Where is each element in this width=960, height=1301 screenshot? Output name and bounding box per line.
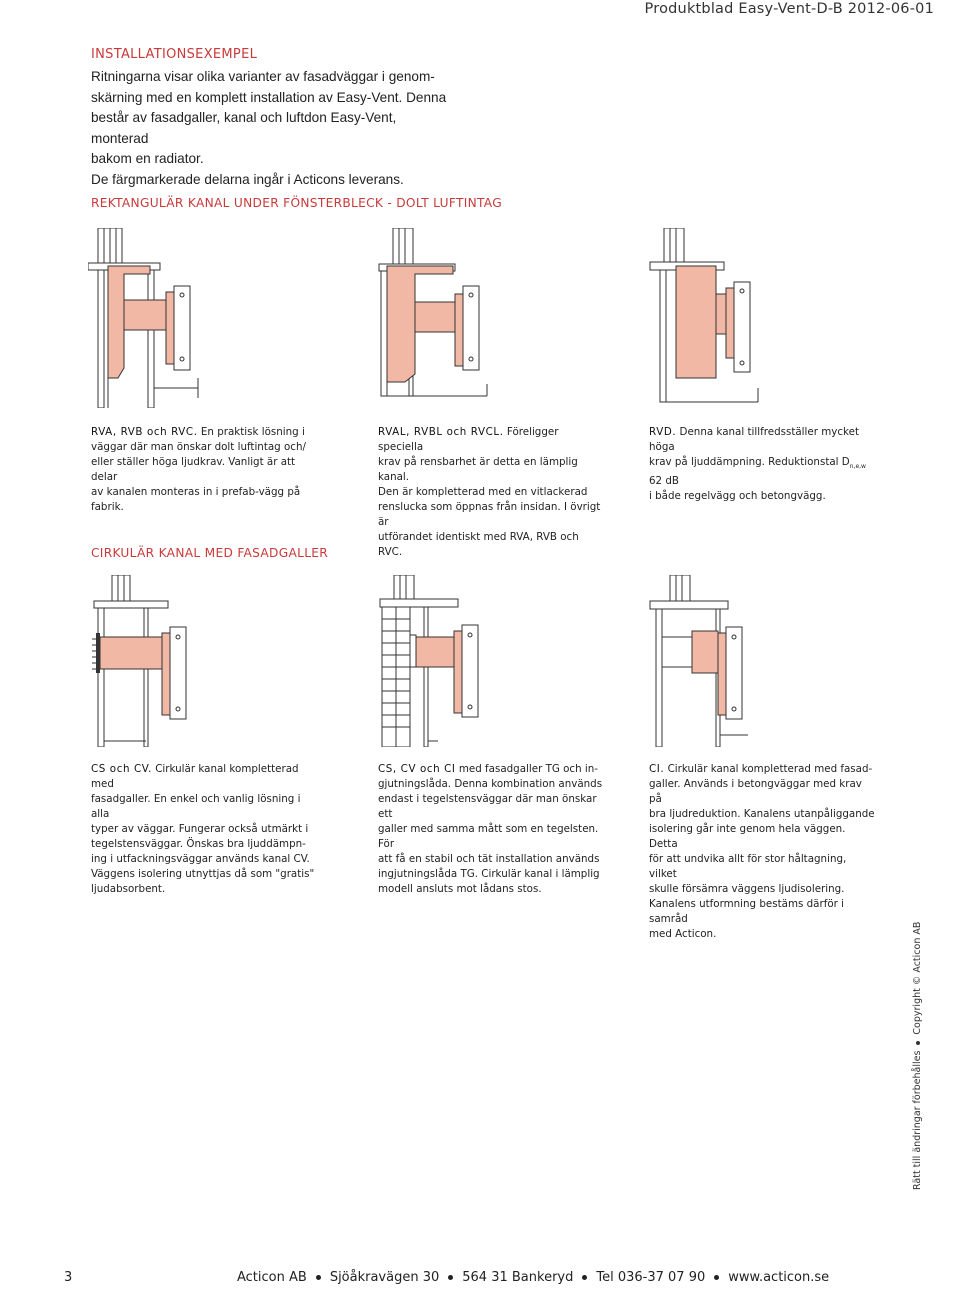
footer-postal: 564 31 Bankeryd: [462, 1270, 574, 1285]
caption-rvd: [649, 425, 875, 504]
caption-cs-cv: [91, 762, 317, 897]
caption-title: CS och CV.: [91, 763, 152, 775]
caption-line: eller ställer höga ljudkrav. Vanligt är att delar: [91, 456, 296, 483]
caption-line: tegelstensväggar. Önskas bra ljuddämpn-: [91, 838, 306, 850]
diagram-cs-cv: [86, 575, 216, 747]
caption-line: Den är kompletterad med en vitlackerad: [378, 486, 588, 498]
bullet-icon: [582, 1275, 587, 1280]
caption-line: med Acticon.: [649, 928, 717, 940]
caption-line: ing i utfackningsväggar används kanal CV.: [91, 853, 310, 865]
caption-title: CS, CV och CI: [378, 763, 456, 775]
diagram-cs-cv-ci-tg: [378, 575, 508, 747]
copyright-note: Copyright © Acticon AB: [912, 921, 923, 1035]
diagram-ci: [648, 575, 778, 747]
caption-line: En praktisk lösning i: [197, 426, 305, 438]
intro-line: skärning med en komplett installation av Easy-Vent. Denna: [91, 89, 447, 105]
sidebar-note: [912, 910, 923, 1190]
intro-line: Ritningarna visar olika varianter av fasadväggar i genom-: [91, 69, 435, 84]
intro-line: De färgmarkerade delarna ingår i Acticons leverans.: [91, 171, 404, 187]
footer-company: Acticon AB: [237, 1270, 307, 1285]
rights-note: Rätt till ändringar förbehålles: [912, 1050, 923, 1190]
caption-line: ingjutningslåda TG. Cirkulär kanal i lämplig: [378, 868, 600, 880]
bullet-icon: [916, 1041, 920, 1045]
caption-rval: [378, 425, 604, 560]
caption-line: gjutningslåda. Denna kombination används: [378, 778, 603, 790]
caption-line: typer av väggar. Fungerar också utmärkt i: [91, 823, 309, 835]
intro-heading: INSTALLATIONSEXEMPEL: [91, 47, 258, 62]
caption-line: att få en stabil och tät installation används: [378, 853, 600, 865]
caption-line: skulle försämra väggens ljudisolering.: [649, 883, 845, 895]
caption-line: renslucka som öppnas från insidan. I övrigt är: [378, 501, 601, 528]
caption-title: CI.: [649, 763, 665, 775]
bullet-icon: [316, 1275, 321, 1280]
caption-line: galler. Används i betongväggar med krav på: [649, 778, 862, 805]
caption-line: utförandet identiskt med RVA, RVB och RVC.: [378, 531, 579, 558]
caption-value: 62 dB: [649, 475, 679, 488]
caption-title: RVA, RVB och RVC.: [91, 426, 198, 438]
caption-line: isolering går inte genom hela väggen. Detta: [649, 823, 846, 850]
caption-line: galler med samma mått som en tegelsten. För: [378, 823, 599, 850]
section2-heading: CIRKULÄR KANAL MED FASADGALLER: [91, 546, 329, 560]
diagram-rva: [88, 228, 218, 408]
caption-line: Föreligger speciella: [378, 426, 559, 453]
page-number: 3: [64, 1270, 73, 1285]
intro-line: bakom en radiator.: [91, 151, 204, 166]
footer-address: Sjöåkravägen 30: [329, 1270, 440, 1285]
caption-title: RVAL, RVBL och RVCL.: [378, 426, 504, 438]
caption-line: krav på ljuddämpning. Reduktionstal D: [649, 456, 850, 468]
bullet-icon: [448, 1275, 453, 1280]
caption-subscript: n,e,w: [849, 463, 866, 471]
caption-rva: [91, 425, 317, 515]
caption-line: ljudabsorbent.: [91, 883, 166, 895]
caption-line: Denna kanal tillfredsställer mycket höga: [649, 426, 859, 453]
caption-line: Cirkulär kanal kompletterad med fasad-: [664, 763, 873, 775]
caption-line: bra ljudreduktion. Kanalens utanpåliggande: [649, 808, 875, 820]
intro-text: [91, 67, 451, 190]
section1-heading: REKTANGULÄR KANAL UNDER FÖNSTERBLECK - DOLT LUFTINTAG: [91, 196, 502, 210]
caption-line: Cirkulär kanal kompletterad med: [91, 763, 299, 790]
caption-cs-cv-ci: [378, 762, 604, 897]
caption-line: krav på rensbarhet är detta en lämplig kanal.: [378, 456, 578, 483]
diagram-rval: [375, 228, 505, 408]
footer: [237, 1270, 829, 1285]
bullet-icon: [714, 1275, 719, 1280]
caption-line: modell ansluts mot lådans stos.: [378, 883, 542, 895]
caption-line: för att undvika allt för stor håltagning, vilket: [649, 853, 847, 880]
caption-title: RVD.: [649, 426, 677, 438]
footer-website-link[interactable]: www.acticon.se: [728, 1270, 830, 1285]
footer-phone: Tel 036-37 07 90: [596, 1270, 706, 1285]
caption-line: i både regelvägg och betongvägg.: [649, 490, 826, 503]
caption-line: endast i tegelstensväggar där man önskar ett: [378, 793, 597, 820]
caption-line: med fasadgaller TG och in-: [455, 763, 598, 775]
intro-line: består av fasadgaller, kanal och luftdon Easy-Vent, monterad: [91, 110, 397, 146]
caption-line: av kanalen monteras in i prefab-vägg på fabrik.: [91, 486, 301, 513]
caption-line: väggar där man önskar dolt luftintag och/: [91, 441, 306, 453]
caption-line: fasadgaller. En enkel och vanlig lösning i alla: [91, 793, 301, 820]
caption-line: Väggens isolering utnyttjas då som "gratis": [91, 868, 315, 880]
diagram-rvd: [648, 228, 778, 408]
caption-ci: [649, 762, 875, 942]
caption-line: Kanalens utformning bestäms därför i samråd: [649, 898, 844, 925]
document-header: Produktblad Easy-Vent-D-B 2012-06-01: [644, 1, 934, 17]
